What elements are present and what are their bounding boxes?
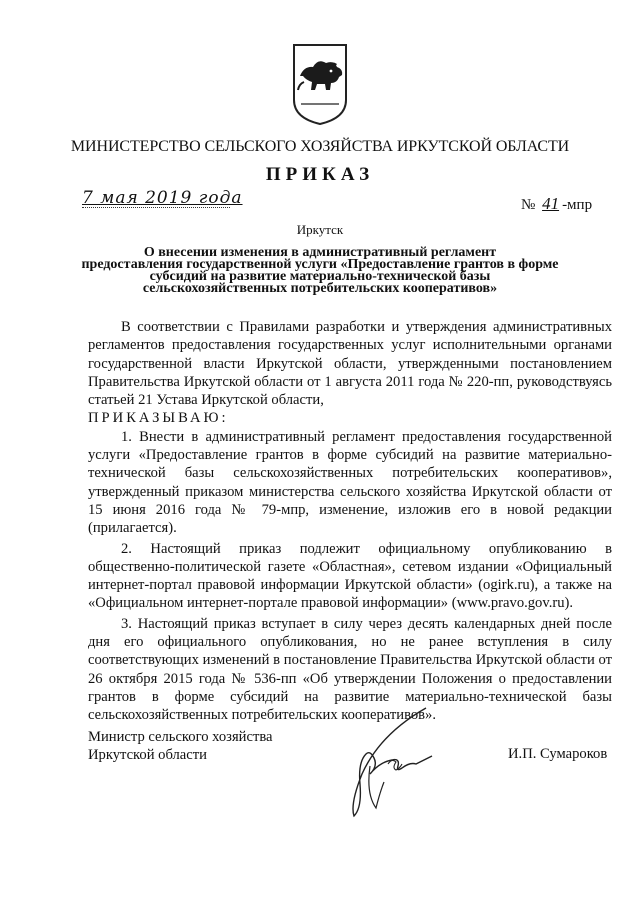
handwritten-date: 7 мая 2019 года <box>82 188 243 208</box>
number-suffix: -мпр <box>562 197 593 213</box>
subject-line: О внесении изменения в административный регламент <box>143 245 497 260</box>
item-3-paragraph: 3. Настоящий приказ вступает в силу через десять календарных дней после дня его официального опубликования, но не ранее вступления в силу соответствующих изменений в постановление Правительства Иркутской области от 26 октября 2015 года № 536-пп «Об утверждении Положения о предоставлении грантов в форме субсидий на развитие материально-технической базы сельскохозяйственных потребительских кооперативов». <box>88 615 612 724</box>
subject-line: субсидий на развитие материально-технической базы <box>149 269 491 284</box>
item-1-paragraph: 1. Внести в административный регламент предоставления государственной услуги «Предоставление грантов в форме субсидий на развитие материально-технической базы сельскохозяйственных потребительских кооперативов», утвержденный приказом министерства сельского хозяйства Иркутской области от 15 июня 2016 года № 79-мпр, изменение, изложив его в новой редакции (прилагается). <box>88 428 612 537</box>
date-dotted-line <box>82 207 230 208</box>
subject-line: предоставления государственной услуги «Предоставление грантов в форме <box>81 257 559 272</box>
order-number <box>521 194 592 214</box>
signatory-name: И.П. Сумароков <box>508 746 608 762</box>
subject-line: сельскохозяйственных потребительских кооперативов» <box>142 281 498 296</box>
position-line: Министр сельского хозяйства <box>88 729 273 745</box>
city-name: Иркутск <box>296 222 344 237</box>
order-subject <box>80 247 560 295</box>
handwritten-number: 41 <box>542 194 560 213</box>
ministry-name: МИНИСТЕРСТВО СЕЛЬСКОГО ХОЗЯЙСТВА ИРКУТСКОЙ ОБЛАСТИ <box>70 138 570 155</box>
coat-of-arms-icon <box>291 42 349 126</box>
position-line: Иркутской области <box>88 747 207 764</box>
order-word: ПРИКАЗЫВАЮ: <box>88 410 229 427</box>
preamble-paragraph: В соответствии с Правилами разработки и утверждения административных регламентов предоставления государственных услуг исполнительными органами государственной власти Иркутской области, утвержденными постановлением Правительства Иркутской области от 1 августа 2011 года № 220-пп, руководствуясь статьей 21 Устава Иркутской области, <box>88 319 612 409</box>
order-body <box>88 318 612 725</box>
document-type-title: ПРИКАЗ <box>265 164 375 185</box>
handwritten-signature-icon <box>340 704 450 824</box>
signatory-position <box>88 728 273 765</box>
number-prefix: № <box>521 197 536 213</box>
item-2-paragraph: 2. Настоящий приказ подлежит официальному опубликованию в общественно-политической газете «Областная», сетевом издании «Официальный интернет-портал правовой информации Иркутской области» (ogirk.ru), а также на «Официальном интернет-портале правовой информации» (www.pravo.gov.ru). <box>88 540 612 612</box>
